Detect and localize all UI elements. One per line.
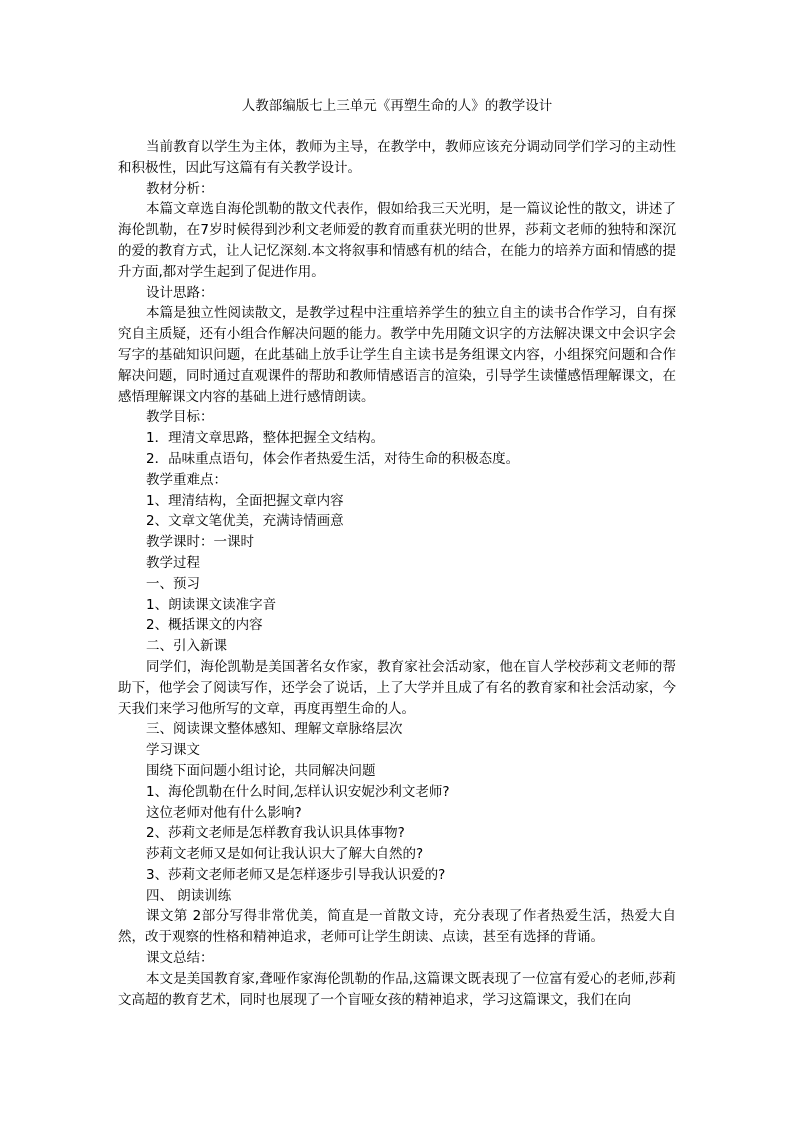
list-item: 1、海伦凯勒在什么时间,怎样认识安妮沙利文老师? bbox=[146, 783, 450, 800]
section-heading: 三、阅读课文整体感知、理解文章脉络层次 bbox=[146, 721, 403, 738]
list-item: 莎莉文老师又是如何让我认识大了解大自然的? bbox=[146, 846, 424, 863]
list-item: 2．品味重点语句，体会作者热爱生活，对待生命的积极态度。 bbox=[146, 450, 520, 467]
section-heading: 教材分析： bbox=[146, 180, 214, 197]
document-body bbox=[118, 137, 676, 1010]
body-paragraph: 同学们，海伦凯勒是美国著名女作家，教育家社会活动家，他在盲人学校莎莉文老师的帮助下，他学会了阅读写作，还学会了说话，上了大学并且成了有名的教育家和社会活动家，今天我们来学习他所写的文章，再度再塑生命的人。 bbox=[118, 658, 676, 717]
section-heading: 教学课时：一课时 bbox=[146, 534, 254, 551]
body-paragraph: 本篇是独立性阅读散文，是教学过程中注重培养学生的独立自主的读书合作学习，自有探究自主质疑，还有小组合作解决问题的能力。教学中先用随文识字的方法解决课文中会识字会写字的基础知识问题，在此基础上放手让学生自主读书是务组课文内容，小组探究问题和合作解决问题，同时通过直观课件的帮助和教师情感语言的渲染，引导学生读懂感悟理解课文，在感悟理解课文内容的基础上进行感情朗读。 bbox=[118, 305, 676, 405]
section-heading: 课文总结： bbox=[146, 950, 214, 967]
body-paragraph: 课文第 2部分写得非常优美，简直是一首散文诗，充分表现了作者热爱生活，热爱大自然，改于观察的性格和精神追求，老师可让学生朗读、点读，甚至有选择的背诵。 bbox=[118, 908, 676, 946]
document-title: 人教部编版七上三单元《再塑生命的人》的教学设计 bbox=[241, 98, 553, 114]
list-item: 1、朗读课文读准字音 bbox=[146, 596, 277, 613]
section-heading: 教学重难点： bbox=[146, 471, 227, 488]
body-paragraph: 本篇文章选自海伦凯勒的散文代表作，假如给我三天光明，是一篇议论性的散文，讲述了海伦凯勒，在7岁时候得到沙利文老师爱的教育而重获光明的世界，莎莉文老师的独特和深沉的爱的教育方式，让人记忆深刻.本文将叙事和情感有机的结合，在能力的培养方面和情感的提升方面,都对学生起到了促进作用。 bbox=[118, 201, 676, 280]
list-item: 1、理清结构，全面把握文章内容 bbox=[146, 492, 344, 509]
section-heading: 设计思路： bbox=[146, 284, 214, 301]
body-paragraph: 当前教育以学生为主体，教师为主导，在教学中，教师应该充分调动同学们学习的主动性和积极性，因此写这篇有有关教学设计。 bbox=[118, 139, 676, 176]
list-item: 2、文章文笔优美，充满诗情画意 bbox=[146, 513, 344, 530]
list-item: 3、莎莉文老师老师又是怎样逐步引导我认识爱的? bbox=[146, 866, 446, 883]
section-heading: 教学目标： bbox=[146, 409, 214, 426]
list-item: 1．理清文章思路，整体把握全文结构。 bbox=[146, 430, 385, 447]
section-heading: 四、 朗读训练 bbox=[146, 887, 232, 904]
list-item: 这位老师对他有什么影响? bbox=[146, 804, 302, 821]
section-heading: 一、预习 bbox=[146, 575, 200, 592]
section-heading: 教学过程 bbox=[146, 554, 200, 571]
section-heading: 围绕下面问题小组讨论，共同解决问题 bbox=[146, 762, 376, 779]
list-item: 2、概括课文的内容 bbox=[146, 617, 263, 634]
section-heading: 二、引入新课 bbox=[146, 638, 227, 655]
list-item: 2、莎莉文老师是怎样教育我认识具体事物? bbox=[146, 825, 405, 842]
body-paragraph: 本文是美国教育家,聋哑作家海伦凯勒的作品,这篇课文既表现了一位富有爱心的老师,莎莉文高超的教育艺术，同时也展现了一个盲哑女孩的精神追求，学习这篇课文，我们在向 bbox=[118, 970, 676, 1008]
section-heading: 学习课文 bbox=[146, 742, 200, 759]
